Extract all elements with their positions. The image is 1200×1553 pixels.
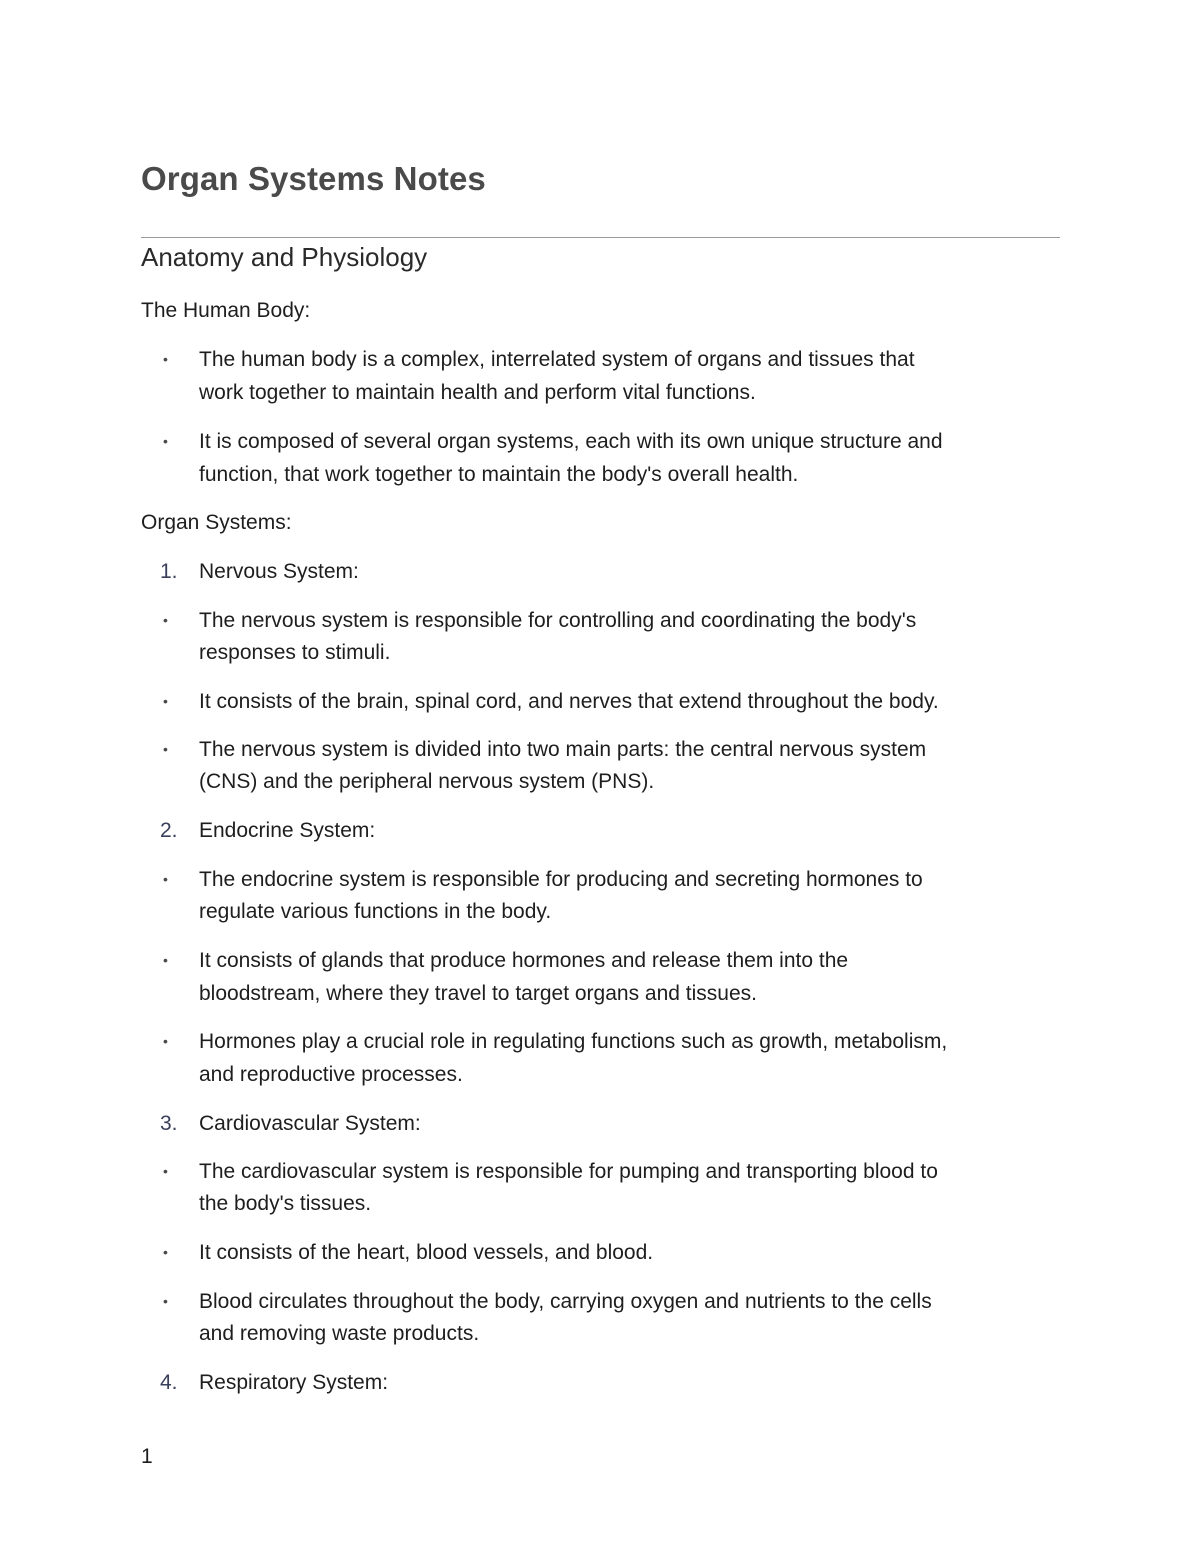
human-body-heading: The Human Body: <box>141 299 311 322</box>
list-item-line: Blood circulates throughout the body, carrying oxygen and nutrients to the cells <box>199 1290 932 1313</box>
organ-systems-heading: Organ Systems: <box>141 511 292 534</box>
system-number: 3. <box>160 1112 178 1135</box>
bullet-marker: • <box>163 741 168 757</box>
list-item-line: It consists of the heart, blood vessels, and blood. <box>199 1241 654 1264</box>
list-item-line: Hormones play a crucial role in regulating functions such as growth, metabolism, <box>199 1030 948 1053</box>
list-item-line: (CNS) and the peripheral nervous system (PNS). <box>199 770 655 793</box>
bullet-marker: • <box>163 952 168 968</box>
list-item-line: regulate various functions in the body. <box>199 900 552 923</box>
system-name: Nervous System: <box>199 560 359 583</box>
list-item-line: It consists of glands that produce hormones and release them into the <box>199 949 849 972</box>
bullet-marker: • <box>163 1244 168 1260</box>
list-item-line: and reproductive processes. <box>199 1063 463 1086</box>
list-item-line: The human body is a complex, interrelated system of organs and tissues that <box>199 348 915 371</box>
list-item-line: and removing waste products. <box>199 1322 480 1345</box>
system-name: Cardiovascular System: <box>199 1112 421 1135</box>
list-item-line: The nervous system is divided into two main parts: the central nervous system <box>199 738 927 761</box>
list-item-line: It consists of the brain, spinal cord, and nerves that extend throughout the body. <box>199 690 939 713</box>
list-item-line: The cardiovascular system is responsible for pumping and transporting blood to <box>199 1160 938 1183</box>
system-name: Endocrine System: <box>199 819 376 842</box>
system-number: 2. <box>160 819 178 842</box>
list-item-line: function, that work together to maintain the body's overall health. <box>199 463 799 486</box>
system-number: 4. <box>160 1371 178 1394</box>
list-item-line: The endocrine system is responsible for producing and secreting hormones to <box>199 868 923 891</box>
system-number: 1. <box>160 560 178 583</box>
bullet-marker: • <box>163 433 168 449</box>
bullet-marker: • <box>163 1033 168 1049</box>
list-item-line: It is composed of several organ systems, each with its own unique structure and <box>199 430 943 453</box>
list-item-line: The nervous system is responsible for controlling and coordinating the body's <box>199 609 917 632</box>
list-item-line: bloodstream, where they travel to target organs and tissues. <box>199 982 757 1005</box>
bullet-marker: • <box>163 693 168 709</box>
list-item-line: the body's tissues. <box>199 1192 372 1215</box>
bullet-marker: • <box>163 612 168 628</box>
title-divider <box>141 237 1060 238</box>
bullet-marker: • <box>163 1163 168 1179</box>
section-subtitle: Anatomy and Physiology <box>141 242 428 272</box>
bullet-marker: • <box>163 351 168 367</box>
list-item-line: responses to stimuli. <box>199 641 391 664</box>
bullet-marker: • <box>163 1293 168 1309</box>
document-title: Organ Systems Notes <box>141 160 486 197</box>
page-number: 1 <box>141 1445 153 1468</box>
system-name: Respiratory System: <box>199 1371 389 1394</box>
list-item-line: work together to maintain health and perform vital functions. <box>199 381 756 404</box>
bullet-marker: • <box>163 871 168 887</box>
